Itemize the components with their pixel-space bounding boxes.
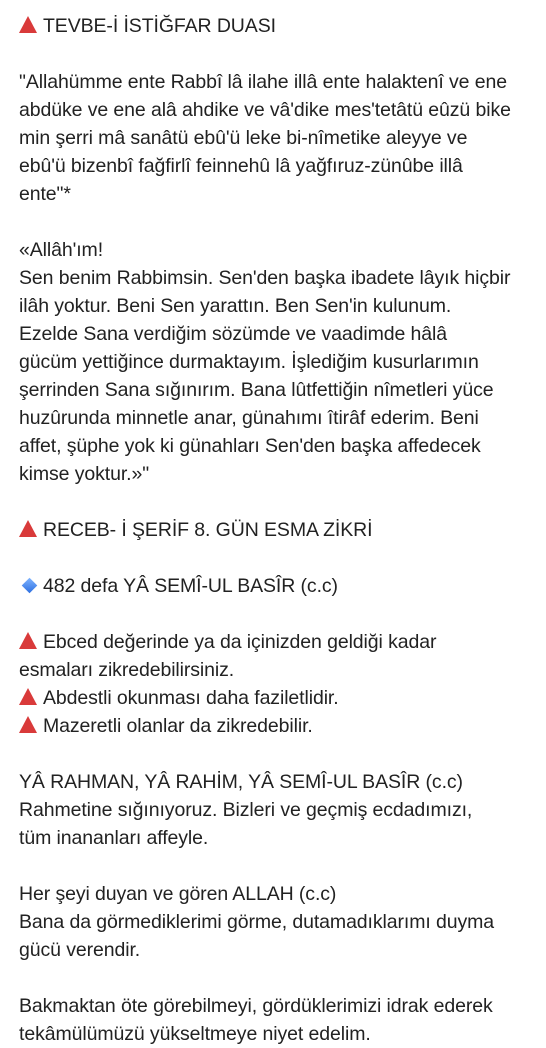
transliteration-line: "Allahümme ente Rabbî lâ ilahe illâ ente halaktenî ve ene: [19, 71, 507, 93]
red-triangle-icon: [19, 520, 37, 537]
blue-diamond-icon: [22, 578, 38, 594]
prayer-line: Rahmetine sığınıyoruz. Bizleri ve geçmiş ecdadımızı,: [19, 799, 473, 821]
closing-paragraph: [19, 992, 534, 1048]
red-triangle-icon: [19, 632, 37, 649]
prayer-one: [19, 768, 534, 852]
red-triangle-icon: [19, 716, 37, 733]
prayer-line: YÂ RAHMAN, YÂ RAHİM, YÂ SEMÎ-UL BASÎR (c.c): [19, 771, 463, 793]
prayer-line: gücü verendir.: [19, 939, 141, 961]
dua-heading: [19, 12, 534, 40]
note-text-continued: esmaları zikredebilirsiniz.: [19, 659, 235, 681]
transliteration-line: ebû'ü bizenbî fağfirlî feinnehû lâ yağfıruz-zünûbe illâ: [19, 155, 463, 177]
note-item: [19, 628, 534, 656]
dua-heading-text: TEVBE-İ İSTİĞFAR DUASI: [43, 15, 276, 37]
translation-line: affet, şüphe yok ki günahları Sen'den başka affedecek: [19, 435, 481, 457]
transliteration-line: min şerri mâ sanâtü ebû'ü leke bi-nîmetike aleyye ve: [19, 127, 468, 149]
note-item: [19, 712, 534, 740]
prayer-line: tüm inananları affeyle.: [19, 827, 209, 849]
transliteration-line: abdüke ve ene alâ ahdike ve vâ'dike mes'tetâtü eûzü bike: [19, 99, 511, 121]
closing-line: tekâmülümüzü yükseltmeye niyet edelim.: [19, 1023, 371, 1045]
count-line-text: 482 defa YÂ SEMÎ-UL BASÎR (c.c): [43, 575, 338, 597]
notes: [19, 628, 534, 740]
document-body: [19, 12, 534, 1048]
count-line: [19, 572, 534, 600]
note-item: [19, 684, 534, 712]
closing-line: Bakmaktan öte görebilmeyi, gördüklerimizi idrak ederek: [19, 995, 493, 1017]
note-text: Mazeretli olanlar da zikredebilir.: [43, 715, 313, 737]
prayer-line: Her şeyi duyan ve gören ALLAH (c.c): [19, 883, 337, 905]
translation-line: şerrinden Sana sığınırım. Bana lûtfettiğin nîmetleri yüce: [19, 379, 494, 401]
red-triangle-icon: [19, 688, 37, 705]
note-text: Ebced değerinde ya da içinizden geldiği kadar: [43, 631, 437, 653]
translation-line: Ezelde Sana verdiğim sözümde ve vaadimde hâlâ: [19, 323, 447, 345]
translation: [19, 236, 534, 488]
translation-line: «Allâh'ım!: [19, 239, 104, 261]
translation-line: kimse yoktur.»": [19, 463, 150, 485]
red-triangle-icon: [19, 16, 37, 33]
section-heading-text: RECEB- İ ŞERİF 8. GÜN ESMA ZİKRİ: [43, 519, 373, 541]
translation-line: huzûrunda minnetle anar, günahımı îtirâf ederim. Beni: [19, 407, 479, 429]
prayer-line: Bana da görmediklerimi görme, dutamadıklarımı duyma: [19, 911, 495, 933]
translation-line: ilâh yoktur. Beni Sen yarattın. Ben Sen'in kulunum.: [19, 295, 452, 317]
prayer-two: [19, 880, 534, 964]
transliteration-line: ente"*: [19, 183, 71, 205]
section-heading: [19, 516, 534, 544]
arabic-transliteration: [19, 68, 534, 208]
translation-line: gücüm yettiğince durmaktayım. İşlediğim kusurlarımın: [19, 351, 479, 373]
note-text: Abdestli okunması daha faziletlidir.: [43, 687, 339, 709]
translation-line: Sen benim Rabbimsin. Sen'den başka ibadete lâyık hiçbir: [19, 267, 511, 289]
